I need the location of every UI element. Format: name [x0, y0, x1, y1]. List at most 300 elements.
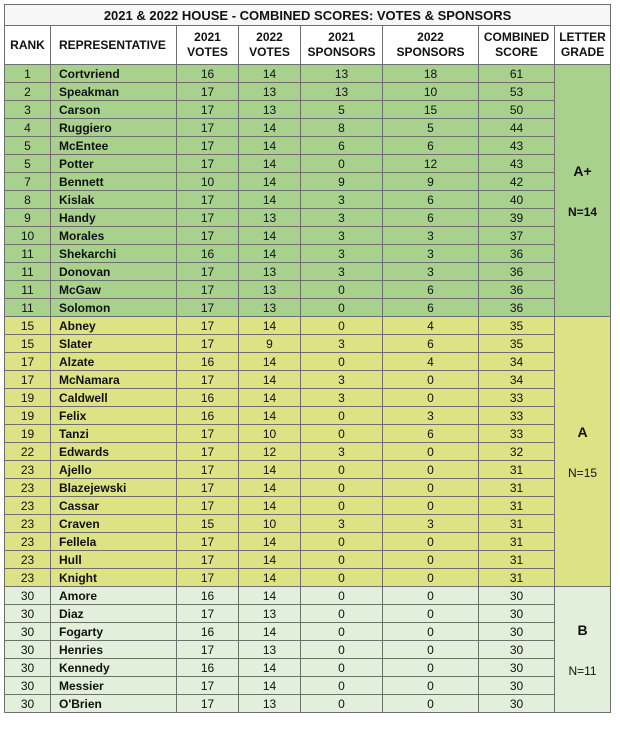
- sponsors-2022-cell: 0: [383, 587, 479, 605]
- rank-cell: 4: [5, 119, 51, 137]
- votes-2021-cell: 17: [177, 317, 239, 335]
- rank-cell: 30: [5, 641, 51, 659]
- rank-cell: 30: [5, 605, 51, 623]
- representative-cell: Solomon: [51, 299, 177, 317]
- representative-cell: Cortvriend: [51, 65, 177, 83]
- rank-cell: 7: [5, 173, 51, 191]
- representative-cell: Alzate: [51, 353, 177, 371]
- combined-score-cell: 53: [479, 83, 555, 101]
- votes-2021-cell: 16: [177, 623, 239, 641]
- votes-2021-cell: 16: [177, 353, 239, 371]
- combined-score-cell: 50: [479, 101, 555, 119]
- votes-2022-cell: 13: [239, 209, 301, 227]
- representative-cell: Speakman: [51, 83, 177, 101]
- sponsors-2021-cell: 0: [301, 551, 383, 569]
- representative-cell: Diaz: [51, 605, 177, 623]
- combined-score-cell: 35: [479, 317, 555, 335]
- sponsors-2021-cell: 0: [301, 299, 383, 317]
- header-letter-grade: LETTER GRADE: [555, 26, 611, 65]
- sponsors-2021-cell: 0: [301, 659, 383, 677]
- combined-score-cell: 31: [479, 515, 555, 533]
- rank-cell: 11: [5, 299, 51, 317]
- votes-2022-cell: 13: [239, 299, 301, 317]
- representative-cell: Kennedy: [51, 659, 177, 677]
- votes-2022-cell: 14: [239, 677, 301, 695]
- table-row: [5, 641, 611, 659]
- table-row: [5, 83, 611, 101]
- combined-score-cell: 32: [479, 443, 555, 461]
- combined-score-cell: 43: [479, 155, 555, 173]
- votes-2021-cell: 17: [177, 497, 239, 515]
- sponsors-2022-cell: 0: [383, 659, 479, 677]
- sponsors-2022-cell: 3: [383, 263, 479, 281]
- combined-score-cell: 31: [479, 569, 555, 587]
- table-row: [5, 695, 611, 713]
- table-row: [5, 569, 611, 587]
- votes-2021-cell: 17: [177, 137, 239, 155]
- grade-letter: A+: [573, 162, 592, 179]
- rank-cell: 1: [5, 65, 51, 83]
- sponsors-2022-cell: 0: [383, 605, 479, 623]
- table-row: [5, 353, 611, 371]
- header-2021-votes: 2021 VOTES: [177, 26, 239, 65]
- sponsors-2022-cell: 0: [383, 443, 479, 461]
- votes-2022-cell: 14: [239, 623, 301, 641]
- sponsors-2022-cell: 3: [383, 227, 479, 245]
- header-2022-sponsors: 2022 SPONSORS: [383, 26, 479, 65]
- sponsors-2022-cell: 3: [383, 407, 479, 425]
- representative-cell: Morales: [51, 227, 177, 245]
- combined-score-cell: 31: [479, 551, 555, 569]
- rank-cell: 30: [5, 677, 51, 695]
- table-row: [5, 65, 611, 83]
- header-representative: REPRESENTATIVE: [51, 26, 177, 65]
- votes-2021-cell: 17: [177, 155, 239, 173]
- representative-cell: Cassar: [51, 497, 177, 515]
- rank-cell: 3: [5, 101, 51, 119]
- rank-cell: 11: [5, 281, 51, 299]
- votes-2022-cell: 14: [239, 155, 301, 173]
- combined-score-cell: 31: [479, 479, 555, 497]
- combined-score-cell: 44: [479, 119, 555, 137]
- votes-2021-cell: 17: [177, 461, 239, 479]
- votes-2022-cell: 14: [239, 569, 301, 587]
- sponsors-2021-cell: 13: [301, 83, 383, 101]
- votes-2022-cell: 14: [239, 389, 301, 407]
- table-row: [5, 281, 611, 299]
- sponsors-2021-cell: 0: [301, 425, 383, 443]
- votes-2022-cell: 14: [239, 479, 301, 497]
- table-row: [5, 119, 611, 137]
- votes-2021-cell: 17: [177, 425, 239, 443]
- sponsors-2021-cell: 9: [301, 173, 383, 191]
- rank-cell: 5: [5, 137, 51, 155]
- votes-2022-cell: 14: [239, 119, 301, 137]
- representative-cell: McNamara: [51, 371, 177, 389]
- letter-grade-cell: [555, 587, 611, 713]
- sponsors-2022-cell: 0: [383, 569, 479, 587]
- grade-letter: B: [577, 621, 588, 638]
- combined-score-cell: 37: [479, 227, 555, 245]
- sponsors-2021-cell: 0: [301, 281, 383, 299]
- votes-2022-cell: 14: [239, 587, 301, 605]
- rank-cell: 22: [5, 443, 51, 461]
- rank-cell: 8: [5, 191, 51, 209]
- representative-cell: Ruggiero: [51, 119, 177, 137]
- table-row: [5, 245, 611, 263]
- sponsors-2021-cell: 0: [301, 605, 383, 623]
- representative-cell: Bennett: [51, 173, 177, 191]
- combined-score-cell: 30: [479, 695, 555, 713]
- votes-2022-cell: 14: [239, 407, 301, 425]
- sponsors-2021-cell: 0: [301, 155, 383, 173]
- votes-2021-cell: 17: [177, 281, 239, 299]
- votes-2022-cell: 14: [239, 137, 301, 155]
- votes-2021-cell: 16: [177, 65, 239, 83]
- sponsors-2021-cell: 6: [301, 137, 383, 155]
- representative-cell: Craven: [51, 515, 177, 533]
- sponsors-2022-cell: 12: [383, 155, 479, 173]
- votes-2021-cell: 17: [177, 569, 239, 587]
- combined-score-cell: 33: [479, 407, 555, 425]
- representative-cell: Edwards: [51, 443, 177, 461]
- sponsors-2022-cell: 6: [383, 425, 479, 443]
- combined-score-cell: 31: [479, 461, 555, 479]
- combined-score-cell: 36: [479, 281, 555, 299]
- combined-score-cell: 43: [479, 137, 555, 155]
- representative-cell: Shekarchi: [51, 245, 177, 263]
- table-row: [5, 371, 611, 389]
- representative-cell: Tanzi: [51, 425, 177, 443]
- sponsors-2021-cell: 3: [301, 227, 383, 245]
- sponsors-2022-cell: 15: [383, 101, 479, 119]
- table-body: [5, 65, 611, 713]
- rank-cell: 5: [5, 155, 51, 173]
- table-row: [5, 317, 611, 335]
- grade-letter: A: [577, 423, 588, 440]
- combined-score-cell: 30: [479, 587, 555, 605]
- sponsors-2022-cell: 0: [383, 461, 479, 479]
- votes-2022-cell: 13: [239, 101, 301, 119]
- votes-2021-cell: 17: [177, 119, 239, 137]
- votes-2021-cell: 17: [177, 227, 239, 245]
- table-row: [5, 533, 611, 551]
- table-row: [5, 659, 611, 677]
- votes-2022-cell: 14: [239, 371, 301, 389]
- rank-cell: 9: [5, 209, 51, 227]
- votes-2021-cell: 17: [177, 533, 239, 551]
- combined-score-cell: 30: [479, 623, 555, 641]
- combined-score-cell: 36: [479, 263, 555, 281]
- votes-2022-cell: 13: [239, 83, 301, 101]
- combined-score-cell: 30: [479, 605, 555, 623]
- combined-score-cell: 35: [479, 335, 555, 353]
- representative-cell: Blazejewski: [51, 479, 177, 497]
- sponsors-2021-cell: 0: [301, 623, 383, 641]
- representative-cell: Carson: [51, 101, 177, 119]
- rank-cell: 30: [5, 587, 51, 605]
- votes-2021-cell: 17: [177, 443, 239, 461]
- sponsors-2022-cell: 0: [383, 389, 479, 407]
- votes-2021-cell: 17: [177, 191, 239, 209]
- rank-cell: 23: [5, 497, 51, 515]
- votes-2022-cell: 14: [239, 317, 301, 335]
- representative-cell: Donovan: [51, 263, 177, 281]
- sponsors-2021-cell: 3: [301, 389, 383, 407]
- table-row: [5, 299, 611, 317]
- sponsors-2022-cell: 0: [383, 479, 479, 497]
- votes-2022-cell: 14: [239, 659, 301, 677]
- table-row: [5, 425, 611, 443]
- representative-cell: Ajello: [51, 461, 177, 479]
- rank-cell: 30: [5, 659, 51, 677]
- representative-cell: Hull: [51, 551, 177, 569]
- votes-2022-cell: 9: [239, 335, 301, 353]
- votes-2021-cell: 17: [177, 335, 239, 353]
- sponsors-2022-cell: 10: [383, 83, 479, 101]
- votes-2021-cell: 17: [177, 209, 239, 227]
- votes-2021-cell: 16: [177, 245, 239, 263]
- votes-2022-cell: 14: [239, 551, 301, 569]
- rank-cell: 11: [5, 263, 51, 281]
- table-row: [5, 623, 611, 641]
- rank-cell: 17: [5, 371, 51, 389]
- votes-2021-cell: 17: [177, 299, 239, 317]
- sponsors-2022-cell: 0: [383, 677, 479, 695]
- votes-2022-cell: 14: [239, 227, 301, 245]
- sponsors-2021-cell: 0: [301, 533, 383, 551]
- sponsors-2022-cell: 9: [383, 173, 479, 191]
- sponsors-2021-cell: 3: [301, 245, 383, 263]
- votes-2022-cell: 14: [239, 173, 301, 191]
- table-row: [5, 209, 611, 227]
- sponsors-2021-cell: 3: [301, 371, 383, 389]
- votes-2022-cell: 14: [239, 65, 301, 83]
- votes-2021-cell: 17: [177, 101, 239, 119]
- sponsors-2022-cell: 0: [383, 533, 479, 551]
- votes-2022-cell: 14: [239, 353, 301, 371]
- votes-2021-cell: 17: [177, 641, 239, 659]
- sponsors-2022-cell: 6: [383, 281, 479, 299]
- rank-cell: 23: [5, 533, 51, 551]
- sponsors-2021-cell: 0: [301, 569, 383, 587]
- table-row: [5, 551, 611, 569]
- rank-cell: 15: [5, 335, 51, 353]
- votes-2021-cell: 17: [177, 677, 239, 695]
- sponsors-2022-cell: 6: [383, 137, 479, 155]
- grade-count: N=11: [568, 663, 597, 678]
- votes-2021-cell: 15: [177, 515, 239, 533]
- sponsors-2021-cell: 0: [301, 353, 383, 371]
- combined-score-cell: 34: [479, 353, 555, 371]
- sponsors-2022-cell: 5: [383, 119, 479, 137]
- representative-cell: Kislak: [51, 191, 177, 209]
- combined-score-cell: 39: [479, 209, 555, 227]
- combined-score-cell: 30: [479, 677, 555, 695]
- votes-2022-cell: 13: [239, 263, 301, 281]
- table-row: [5, 335, 611, 353]
- sponsors-2022-cell: 3: [383, 515, 479, 533]
- table-row: [5, 263, 611, 281]
- votes-2022-cell: 13: [239, 605, 301, 623]
- sponsors-2021-cell: 3: [301, 443, 383, 461]
- sponsors-2022-cell: 0: [383, 623, 479, 641]
- votes-2022-cell: 14: [239, 497, 301, 515]
- votes-2021-cell: 17: [177, 371, 239, 389]
- header-2021-sponsors: 2021 SPONSORS: [301, 26, 383, 65]
- sponsors-2021-cell: 0: [301, 479, 383, 497]
- sponsors-2021-cell: 0: [301, 317, 383, 335]
- sponsors-2021-cell: 3: [301, 335, 383, 353]
- rank-cell: 11: [5, 245, 51, 263]
- rank-cell: 30: [5, 623, 51, 641]
- sponsors-2021-cell: 3: [301, 209, 383, 227]
- table-row: [5, 677, 611, 695]
- table-row: [5, 605, 611, 623]
- representative-cell: McGaw: [51, 281, 177, 299]
- table-row: [5, 137, 611, 155]
- sponsors-2021-cell: 0: [301, 497, 383, 515]
- votes-2022-cell: 10: [239, 515, 301, 533]
- sponsors-2022-cell: 0: [383, 497, 479, 515]
- sponsors-2022-cell: 4: [383, 317, 479, 335]
- votes-2022-cell: 14: [239, 533, 301, 551]
- sponsors-2021-cell: 3: [301, 515, 383, 533]
- rank-cell: 19: [5, 389, 51, 407]
- table-title: 2021 & 2022 HOUSE - COMBINED SCORES: VOTES & SPONSORS: [5, 5, 611, 26]
- representative-cell: Potter: [51, 155, 177, 173]
- combined-score-cell: 61: [479, 65, 555, 83]
- table-row: [5, 173, 611, 191]
- sponsors-2021-cell: 0: [301, 677, 383, 695]
- representative-cell: Amore: [51, 587, 177, 605]
- representative-cell: Messier: [51, 677, 177, 695]
- representative-cell: Caldwell: [51, 389, 177, 407]
- combined-score-cell: 36: [479, 299, 555, 317]
- sponsors-2021-cell: 8: [301, 119, 383, 137]
- combined-score-cell: 40: [479, 191, 555, 209]
- representative-cell: Handy: [51, 209, 177, 227]
- representative-cell: Fogarty: [51, 623, 177, 641]
- header-rank: RANK: [5, 26, 51, 65]
- sponsors-2021-cell: 0: [301, 695, 383, 713]
- sponsors-2021-cell: 5: [301, 101, 383, 119]
- table-row: [5, 407, 611, 425]
- sponsors-2022-cell: 0: [383, 551, 479, 569]
- rank-cell: 15: [5, 317, 51, 335]
- grade-count: N=14: [568, 204, 598, 219]
- rank-cell: 23: [5, 569, 51, 587]
- votes-2021-cell: 17: [177, 605, 239, 623]
- table-row: [5, 497, 611, 515]
- sponsors-2022-cell: 4: [383, 353, 479, 371]
- votes-2022-cell: 13: [239, 641, 301, 659]
- combined-score-cell: 31: [479, 533, 555, 551]
- table-row: [5, 191, 611, 209]
- sponsors-2022-cell: 0: [383, 695, 479, 713]
- representative-cell: McEntee: [51, 137, 177, 155]
- table-row: [5, 155, 611, 173]
- combined-score-cell: 34: [479, 371, 555, 389]
- grade-count: N=15: [568, 465, 598, 480]
- sponsors-2021-cell: 0: [301, 407, 383, 425]
- representative-cell: O'Brien: [51, 695, 177, 713]
- combined-score-cell: 30: [479, 659, 555, 677]
- sponsors-2022-cell: 6: [383, 209, 479, 227]
- sponsors-2022-cell: 0: [383, 371, 479, 389]
- combined-scores-table: [4, 4, 611, 713]
- representative-cell: Felix: [51, 407, 177, 425]
- table-row: [5, 587, 611, 605]
- combined-score-cell: 30: [479, 641, 555, 659]
- votes-2022-cell: 14: [239, 461, 301, 479]
- combined-score-cell: 42: [479, 173, 555, 191]
- sponsors-2021-cell: 0: [301, 461, 383, 479]
- rank-cell: 23: [5, 461, 51, 479]
- sponsors-2021-cell: 3: [301, 263, 383, 281]
- table-row: [5, 515, 611, 533]
- votes-2021-cell: 17: [177, 479, 239, 497]
- table-row: [5, 443, 611, 461]
- representative-cell: Fellela: [51, 533, 177, 551]
- letter-grade-cell: [555, 65, 611, 317]
- rank-cell: 30: [5, 695, 51, 713]
- rank-cell: 23: [5, 479, 51, 497]
- sponsors-2021-cell: 13: [301, 65, 383, 83]
- representative-cell: Abney: [51, 317, 177, 335]
- votes-2022-cell: 14: [239, 245, 301, 263]
- votes-2021-cell: 17: [177, 551, 239, 569]
- sponsors-2022-cell: 6: [383, 299, 479, 317]
- sponsors-2022-cell: 0: [383, 641, 479, 659]
- sponsors-2021-cell: 0: [301, 641, 383, 659]
- header-2022-votes: 2022 VOTES: [239, 26, 301, 65]
- representative-cell: Henries: [51, 641, 177, 659]
- rank-cell: 19: [5, 407, 51, 425]
- sponsors-2022-cell: 6: [383, 191, 479, 209]
- votes-2021-cell: 16: [177, 389, 239, 407]
- representative-cell: Knight: [51, 569, 177, 587]
- sponsors-2021-cell: 3: [301, 191, 383, 209]
- combined-score-cell: 33: [479, 425, 555, 443]
- table-row: [5, 479, 611, 497]
- votes-2022-cell: 14: [239, 191, 301, 209]
- letter-grade-cell: [555, 317, 611, 587]
- header-combined-score: COMBINED SCORE: [479, 26, 555, 65]
- votes-2021-cell: 10: [177, 173, 239, 191]
- representative-cell: Slater: [51, 335, 177, 353]
- sponsors-2022-cell: 3: [383, 245, 479, 263]
- rank-cell: 23: [5, 515, 51, 533]
- votes-2021-cell: 17: [177, 263, 239, 281]
- votes-2021-cell: 16: [177, 407, 239, 425]
- votes-2021-cell: 16: [177, 659, 239, 677]
- votes-2022-cell: 12: [239, 443, 301, 461]
- votes-2021-cell: 16: [177, 587, 239, 605]
- combined-score-cell: 36: [479, 245, 555, 263]
- sponsors-2021-cell: 0: [301, 587, 383, 605]
- rank-cell: 17: [5, 353, 51, 371]
- votes-2022-cell: 13: [239, 281, 301, 299]
- votes-2021-cell: 17: [177, 695, 239, 713]
- votes-2022-cell: 10: [239, 425, 301, 443]
- table-row: [5, 227, 611, 245]
- rank-cell: 19: [5, 425, 51, 443]
- combined-score-cell: 31: [479, 497, 555, 515]
- table-row: [5, 389, 611, 407]
- votes-2022-cell: 13: [239, 695, 301, 713]
- sponsors-2022-cell: 18: [383, 65, 479, 83]
